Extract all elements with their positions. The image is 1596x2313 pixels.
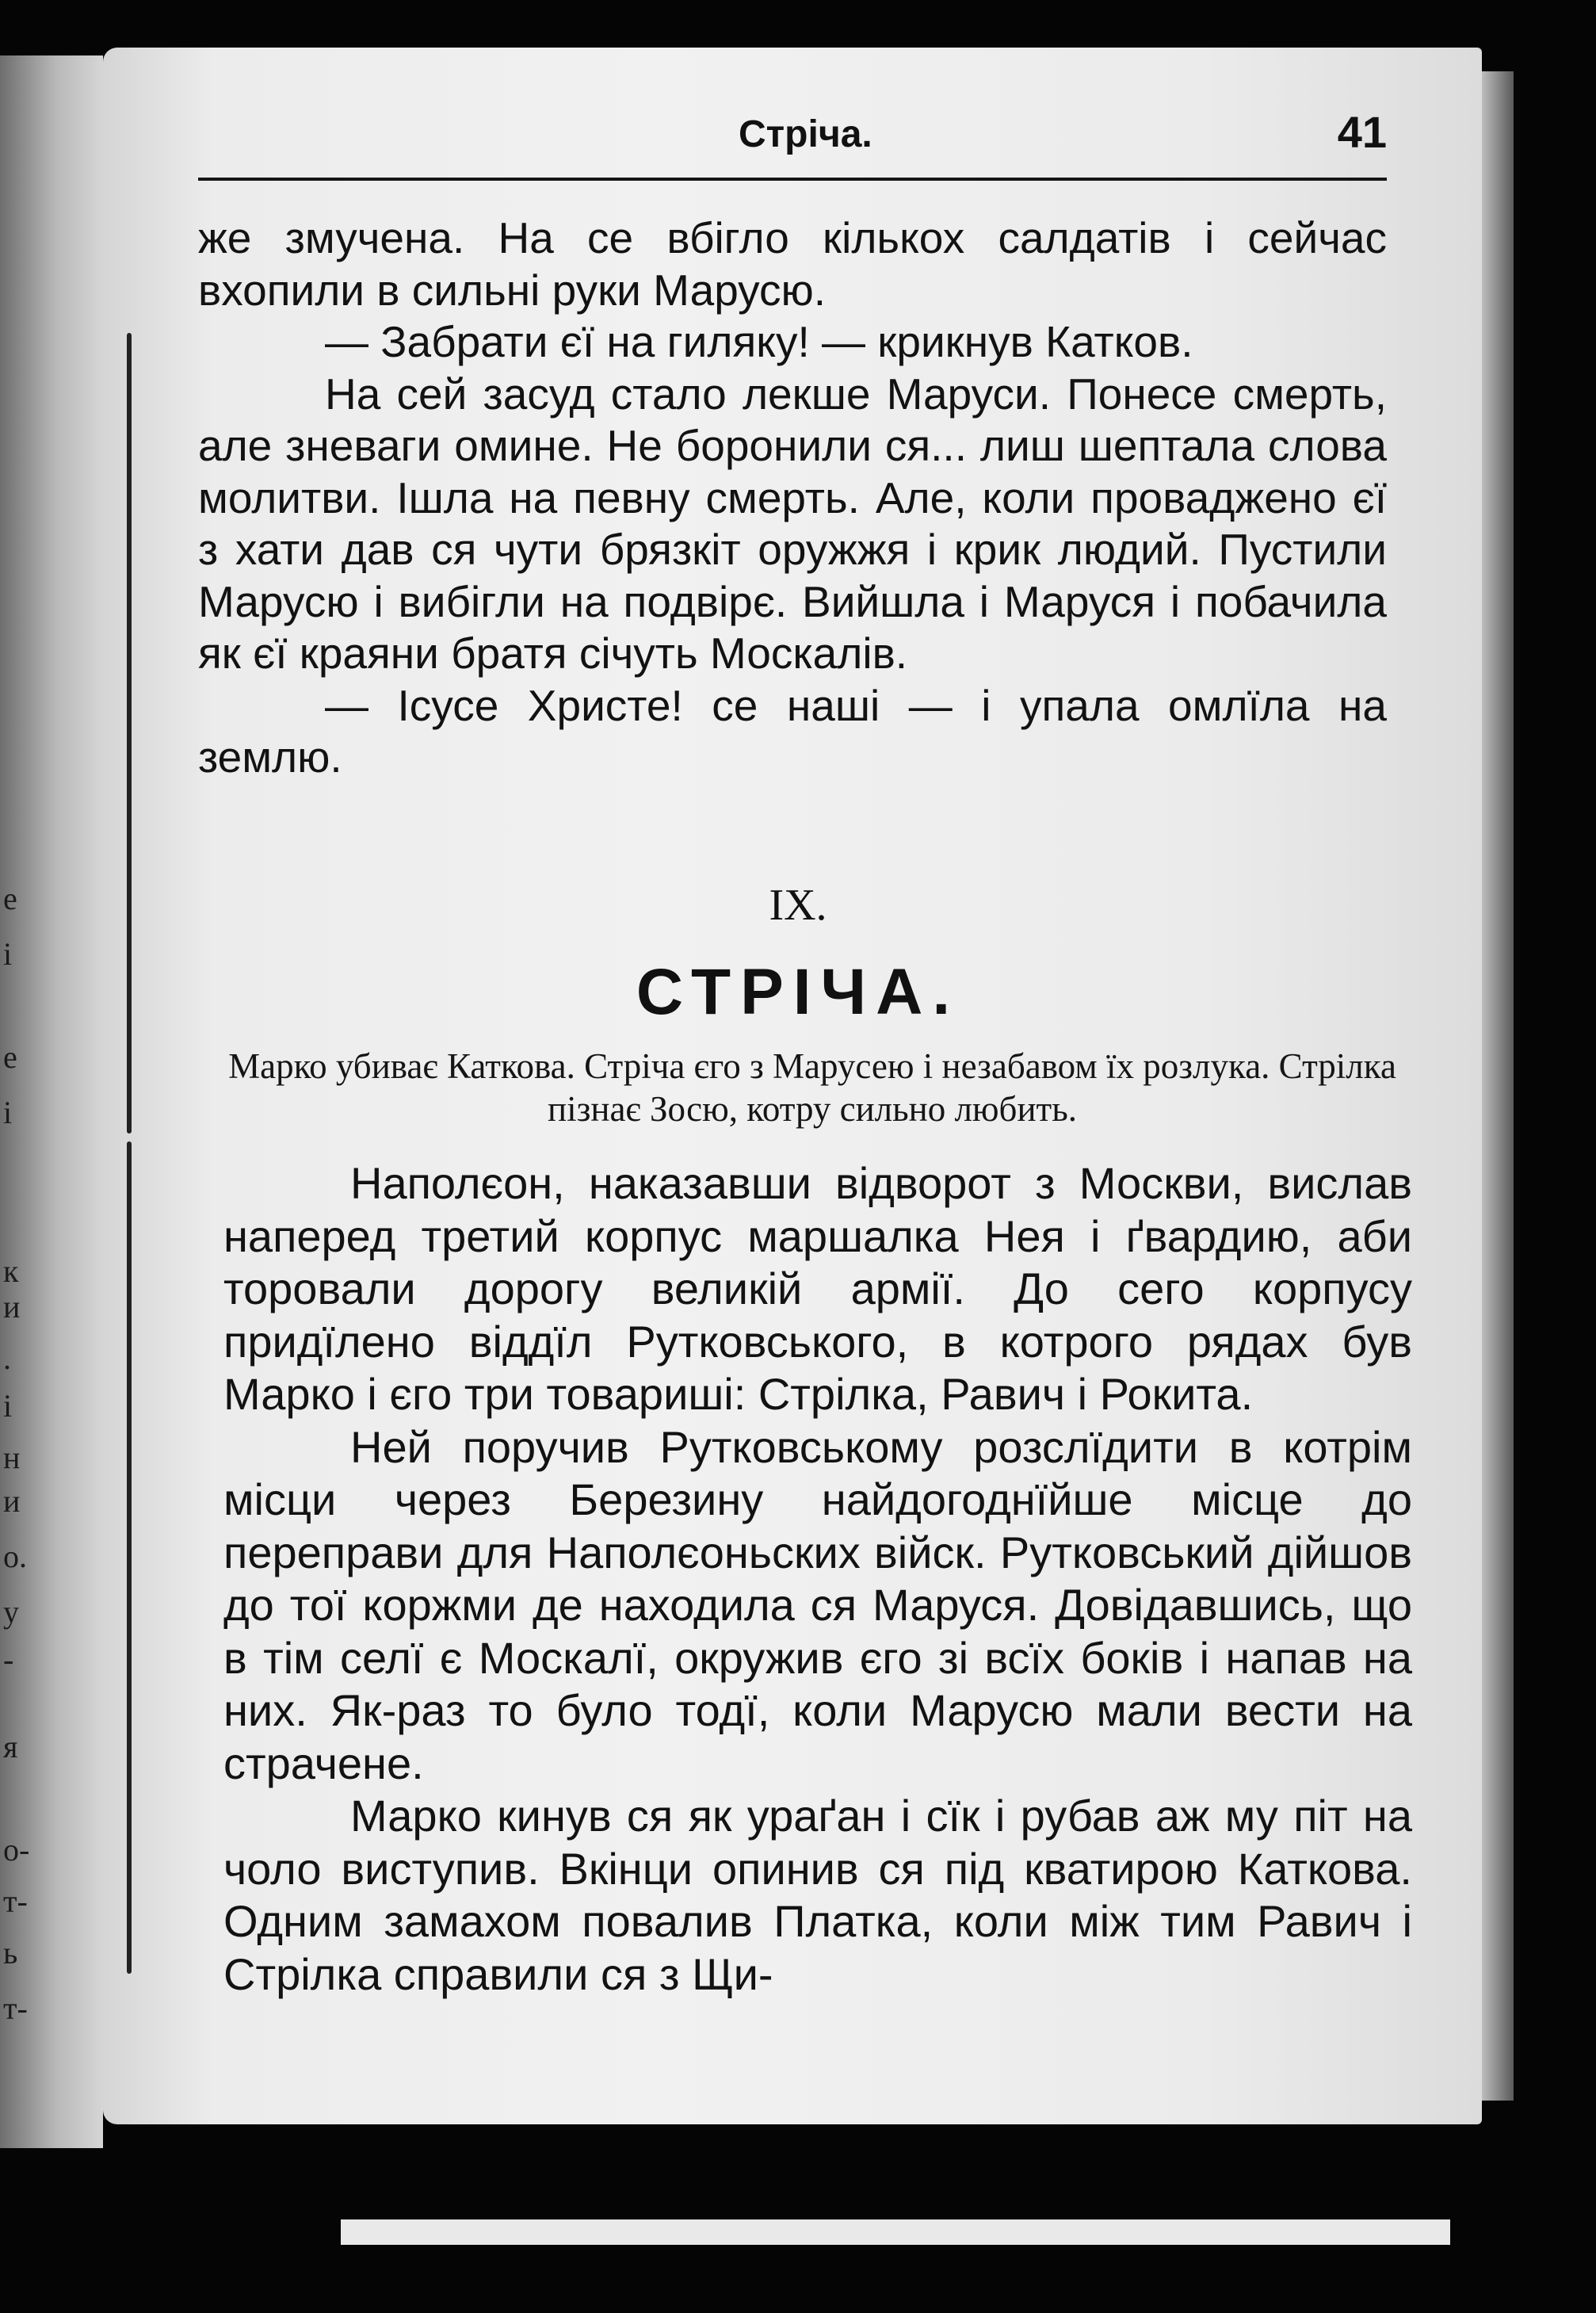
prev-page-fragment: о- <box>3 1832 30 1868</box>
paragraph: Ней поручив Рутковському розслїдити в котрім місци через Березину найдогоднїйше місце до переправи для Наполєоньских війск. Рутковський дійшов до тої коржми де находила ся Маруся. Довідавшись, що в тім селї є Москалї, окружив єго зі всїх боків і напав на них. Як-раз то було тодї, коли Марусю мали вести на страчене. <box>223 1421 1412 1788</box>
paragraph: Марко кинув ся як ураґан і сїк і рубав аж му піт на чоло виступив. Вкінци опинив ся під кватирою Каткова. Одним замахом повалив Платка, коли між тим Равич і Стрілка справили ся з Щи- <box>223 1791 1412 1999</box>
prev-page-fragment: и <box>3 1289 21 1325</box>
prev-page-fragment: т- <box>3 1883 28 1919</box>
text-block-top <box>198 212 1387 784</box>
prev-page-fragment: і <box>3 1388 13 1424</box>
chapter-title: СТРІЧА. <box>636 956 960 1028</box>
prev-page-fragment: к <box>3 1253 19 1289</box>
running-header <box>198 101 1387 173</box>
prev-page-fragment: н <box>3 1439 21 1475</box>
paragraph: — Ісусе Христе! се наші — і упала омлїла на землю. <box>198 680 1387 782</box>
prev-page-fragment: о. <box>3 1539 27 1574</box>
prev-page-fragment: і <box>3 1095 13 1130</box>
page-edge-shadow <box>1482 71 1514 2101</box>
bottom-page-strip <box>341 2219 1450 2245</box>
prev-page-fragment: і <box>3 936 13 972</box>
prev-page-fragment: - <box>3 1642 14 1677</box>
text-block-body <box>223 1157 1412 2001</box>
prev-page-fragment: е <box>3 881 17 916</box>
paragraph: Наполєон, наказавши відворот з Москви, вислав наперед третий корпус маршалка Нея і ґвардию, аби торовали дорогу великій армії. До сего корпусу придїлено віддїл Рутковського, в котрого рядах був Марко і єго три товариші: Стрілка, Равич і Рокита. <box>223 1158 1412 1419</box>
header-rule <box>198 178 1387 181</box>
prev-page-fragment: у <box>3 1594 19 1630</box>
prev-page-fragment: и <box>3 1483 21 1519</box>
chapter-summary: Марко убиває Каткова. Стріча єго з Марусею і незабавом їх розлука. Стрілка пізнає Зосю, котру сильно любить. <box>228 1046 1396 1129</box>
prev-page-fragment: я <box>3 1729 18 1764</box>
paragraph: На сей засуд стало лекше Маруси. Понесе смерть, але зневаги омине. Не боронили ся... лиш шептала слова молитви. Ішла на певну смерть. Але, коли проваджено єї з хати дав ся чути брязкіт оружжя і крик людий. Пустили Марусю і вибігли на подвірє. Вийшла і Маруся і побачила як єї краяни братя січуть Москалів. <box>198 369 1387 678</box>
paragraph: — Забрати єї на гиляку! — крикнув Катков. <box>325 317 1193 366</box>
spine-binding-line <box>127 1141 132 1974</box>
prev-page-fragment: т- <box>3 1990 28 2026</box>
chapter-number: IX. <box>769 881 827 930</box>
prev-page-fragment: е <box>3 1039 17 1075</box>
running-title: Стріча. <box>739 113 872 155</box>
previous-page-edge <box>0 55 103 2148</box>
paragraph: же змучена. На се вбігло кількох салдатів і сейчас вхопили в сильні руки Марусю. <box>198 213 1387 315</box>
prev-page-fragment: . <box>3 1340 11 1376</box>
page-number: 41 <box>1337 107 1387 157</box>
prev-page-fragment: ь <box>3 1935 18 1971</box>
